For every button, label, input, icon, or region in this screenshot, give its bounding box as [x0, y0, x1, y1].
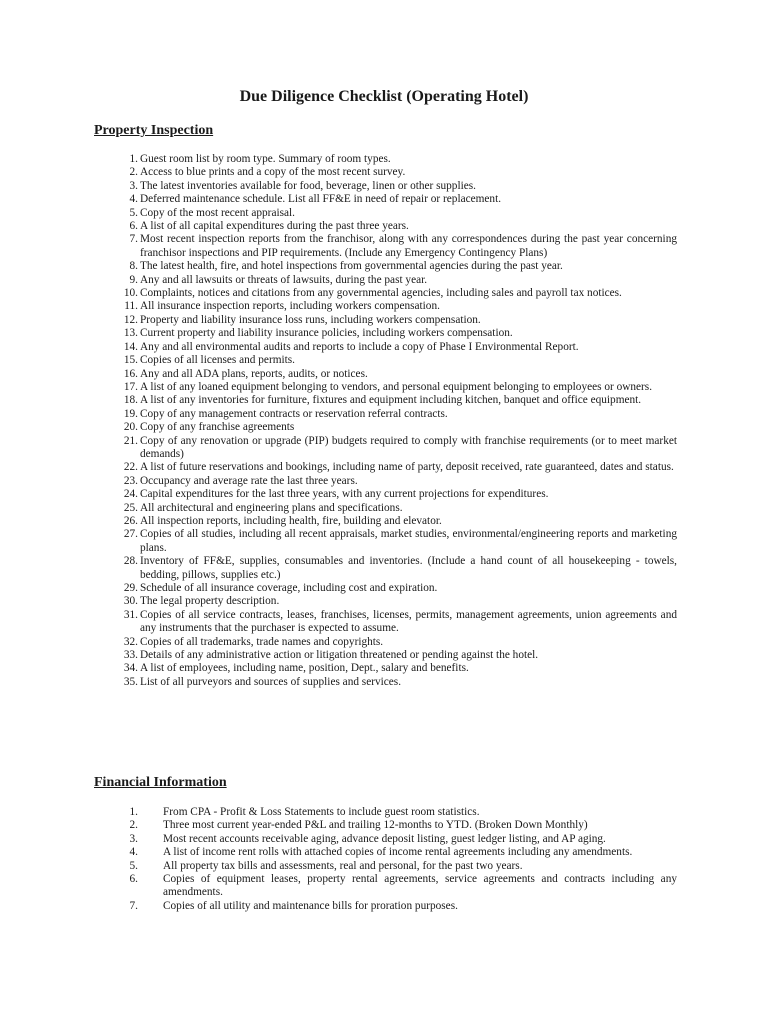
item-number: 32. [123, 635, 138, 648]
item-number: 22. [123, 461, 138, 474]
item-number: 31. [123, 608, 138, 621]
item-text: List of all purveyors and sources of supplies and services. [140, 675, 402, 688]
item-number: 15. [123, 354, 138, 367]
item-text: Three most current year-ended P&L and trailing 12-months to YTD. (Broken Down Monthly) [163, 819, 588, 832]
item-number: 30. [123, 595, 138, 608]
list-item [114, 846, 677, 859]
item-number: 10. [123, 287, 138, 300]
item-text: Access to blue prints and a copy of the most recent survey. [140, 166, 406, 179]
list-item [114, 609, 677, 636]
list-item [114, 435, 677, 462]
item-text: Copy of any renovation or upgrade (PIP) budgets required to comply with franchise requirements (or to meet market demands) [140, 434, 677, 460]
item-text: Copy of any franchise agreements [140, 421, 295, 434]
list-item [114, 287, 677, 300]
list-item [114, 368, 677, 381]
item-number: 12. [123, 313, 138, 326]
item-text: All insurance inspection reports, including workers compensation. [140, 300, 440, 313]
item-number: 21. [123, 434, 138, 447]
list-item [114, 819, 677, 832]
item-number: 6. [129, 220, 138, 233]
item-number: 7. [129, 899, 138, 912]
item-text: Most recent accounts receivable aging, advance deposit listing, guest ledger listing, and AP aging. [163, 832, 606, 845]
list-item [114, 207, 677, 220]
item-text: A list of any inventories for furniture, fixtures and equipment including kitchen, banquet and office equipment. [140, 394, 642, 407]
item-text: From CPA - Profit & Loss Statements to include guest room statistics. [163, 806, 480, 818]
list-item [114, 220, 677, 233]
item-text: Copy of the most recent appraisal. [140, 206, 295, 219]
list-item [114, 354, 677, 367]
item-text: Capital expenditures for the last three years, with any current projections for expenditures. [140, 488, 549, 501]
item-text: Inventory of FF&E, supplies, consumables and inventories. (Include a hand count of all housekeeping - towels, bedding, pillows, supplies etc.) [140, 555, 677, 581]
list-item [114, 381, 677, 394]
item-number: 2. [129, 166, 138, 179]
item-number: 26. [123, 514, 138, 527]
list-item [114, 461, 677, 474]
item-text: A list of any loaned equipment belonging to vendors, and personal equipment belonging to employees or owners. [140, 380, 653, 393]
list-item [114, 314, 677, 327]
item-number: 14. [123, 340, 138, 353]
item-text: Occupancy and average rate the last three years. [140, 474, 358, 487]
item-number: 8. [129, 260, 138, 273]
list-item [114, 408, 677, 421]
list-item [114, 327, 677, 340]
item-text: Copies of all service contracts, leases, franchises, licenses, permits, management agreements, union agreements and any instruments that the purchaser is expected to assume. [140, 608, 677, 635]
item-number: 16. [123, 367, 138, 380]
item-number: 3. [129, 179, 138, 192]
item-text: Guest room list by room type. Summary of room types. [140, 153, 391, 165]
item-number: 3. [129, 832, 138, 845]
item-text: The latest health, fire, and hotel inspections from governmental agencies during the past year. [140, 260, 563, 273]
item-number: 9. [129, 273, 138, 286]
item-text: A list of all capital expenditures during the past three years. [140, 220, 409, 233]
list-item [114, 860, 677, 873]
list-item [114, 153, 677, 166]
item-text: Copy of any management contracts or reservation referral contracts. [140, 407, 448, 420]
item-number: 20. [123, 421, 138, 434]
item-text: Deferred maintenance schedule. List all FF&E in need of repair or replacement. [140, 193, 502, 206]
item-text: The latest inventories available for food, beverage, linen or other supplies. [140, 179, 476, 192]
list-item [114, 475, 677, 488]
list-item [114, 662, 677, 675]
item-number: 5. [129, 206, 138, 219]
item-number: 27. [123, 528, 138, 541]
item-number: 17. [123, 380, 138, 393]
item-text: Copies of all utility and maintenance bills for proration purposes. [163, 899, 458, 912]
item-number: 33. [123, 649, 138, 662]
list-item [114, 528, 677, 555]
item-text: Copies of all licenses and permits. [140, 354, 295, 367]
list-item [114, 676, 677, 689]
list-item [114, 394, 677, 407]
list-item [114, 595, 677, 608]
list-item [114, 649, 677, 662]
list-item [114, 341, 677, 354]
section-heading-financial-information: Financial Information [94, 775, 227, 790]
list-item [114, 900, 677, 913]
item-number: 11. [124, 300, 138, 313]
list-item [114, 193, 677, 206]
item-number: 25. [123, 501, 138, 514]
item-number: 6. [129, 873, 138, 886]
item-text: Copies of all trademarks, trade names and copyrights. [140, 635, 384, 648]
list-item [114, 300, 677, 313]
item-text: Any and all lawsuits or threats of lawsuits, during the past year. [140, 273, 428, 286]
list-item [114, 515, 677, 528]
list-item [114, 488, 677, 501]
item-text: All property tax bills and assessments, real and personal, for the past two years. [163, 859, 523, 872]
item-text: The legal property description. [140, 595, 280, 608]
item-number: 13. [123, 327, 138, 340]
list-item [114, 873, 677, 900]
item-text: Current property and liability insurance policies, including workers compensation. [140, 327, 513, 340]
item-number: 7. [129, 233, 138, 246]
item-text: Most recent inspection reports from the franchisor, along with any correspondences during the past year concerning franchisor inspections and PIP requirements. (Include any Emergency Contingency Plans) [140, 233, 677, 259]
item-number: 29. [123, 582, 138, 594]
item-number: 23. [123, 474, 138, 487]
section-heading-property-inspection: Property Inspection [94, 123, 214, 138]
item-text: Property and liability insurance loss runs, including workers compensation. [140, 313, 481, 326]
item-number: 1. [129, 153, 138, 165]
item-number: 34. [123, 662, 138, 675]
item-text: Complaints, notices and citations from any governmental agencies, including sales and payroll tax notices. [140, 287, 622, 300]
item-text: A list of income rent rolls with attached copies of income rental agreements including any amendments. [163, 846, 633, 859]
list-item [114, 233, 677, 260]
list-item [114, 421, 677, 434]
item-text: Any and all ADA plans, reports, audits, or notices. [140, 367, 368, 380]
item-number: 2. [129, 819, 138, 832]
item-number: 24. [123, 488, 138, 501]
list-item [114, 833, 677, 846]
item-text: A list of future reservations and bookings, including name of party, deposit received, rate guaranteed, dates and status. [140, 461, 674, 474]
item-number: 1. [129, 806, 138, 818]
property-inspection-list [114, 153, 677, 689]
list-item [114, 555, 677, 582]
item-text: Copies of all studies, including all recent appraisals, market studies, environmental/engineering reports and marketing plans. [140, 528, 677, 554]
list-item [114, 180, 677, 193]
item-number: 4. [129, 193, 138, 206]
item-text: All inspection reports, including health, fire, building and elevator. [140, 514, 442, 527]
list-item [114, 260, 677, 273]
item-number: 28. [123, 555, 138, 568]
item-number: 18. [123, 394, 138, 407]
list-item [114, 502, 677, 515]
document-title: Due Diligence Checklist (Operating Hotel) [239, 88, 529, 105]
item-number: 19. [123, 407, 138, 420]
list-item [114, 274, 677, 287]
financial-information-list [114, 806, 677, 913]
item-text: Details of any administrative action or litigation threatened or pending against the hotel. [140, 649, 539, 662]
item-number: 4. [129, 846, 138, 859]
item-number: 5. [129, 859, 138, 872]
item-text: All architectural and engineering plans and specifications. [140, 501, 403, 514]
item-text: A list of employees, including name, position, Dept., salary and benefits. [140, 662, 469, 675]
list-item [114, 582, 677, 595]
item-text: Schedule of all insurance coverage, including cost and expiration. [140, 582, 438, 594]
list-item [114, 636, 677, 649]
list-item [114, 806, 677, 819]
item-text: Copies of equipment leases, property rental agreements, service agreements and contracts including any amendments. [163, 873, 677, 899]
list-item [114, 166, 677, 179]
item-text: Any and all environmental audits and reports to include a copy of Phase I Environmental Report. [140, 340, 579, 353]
item-number: 35. [123, 675, 138, 688]
